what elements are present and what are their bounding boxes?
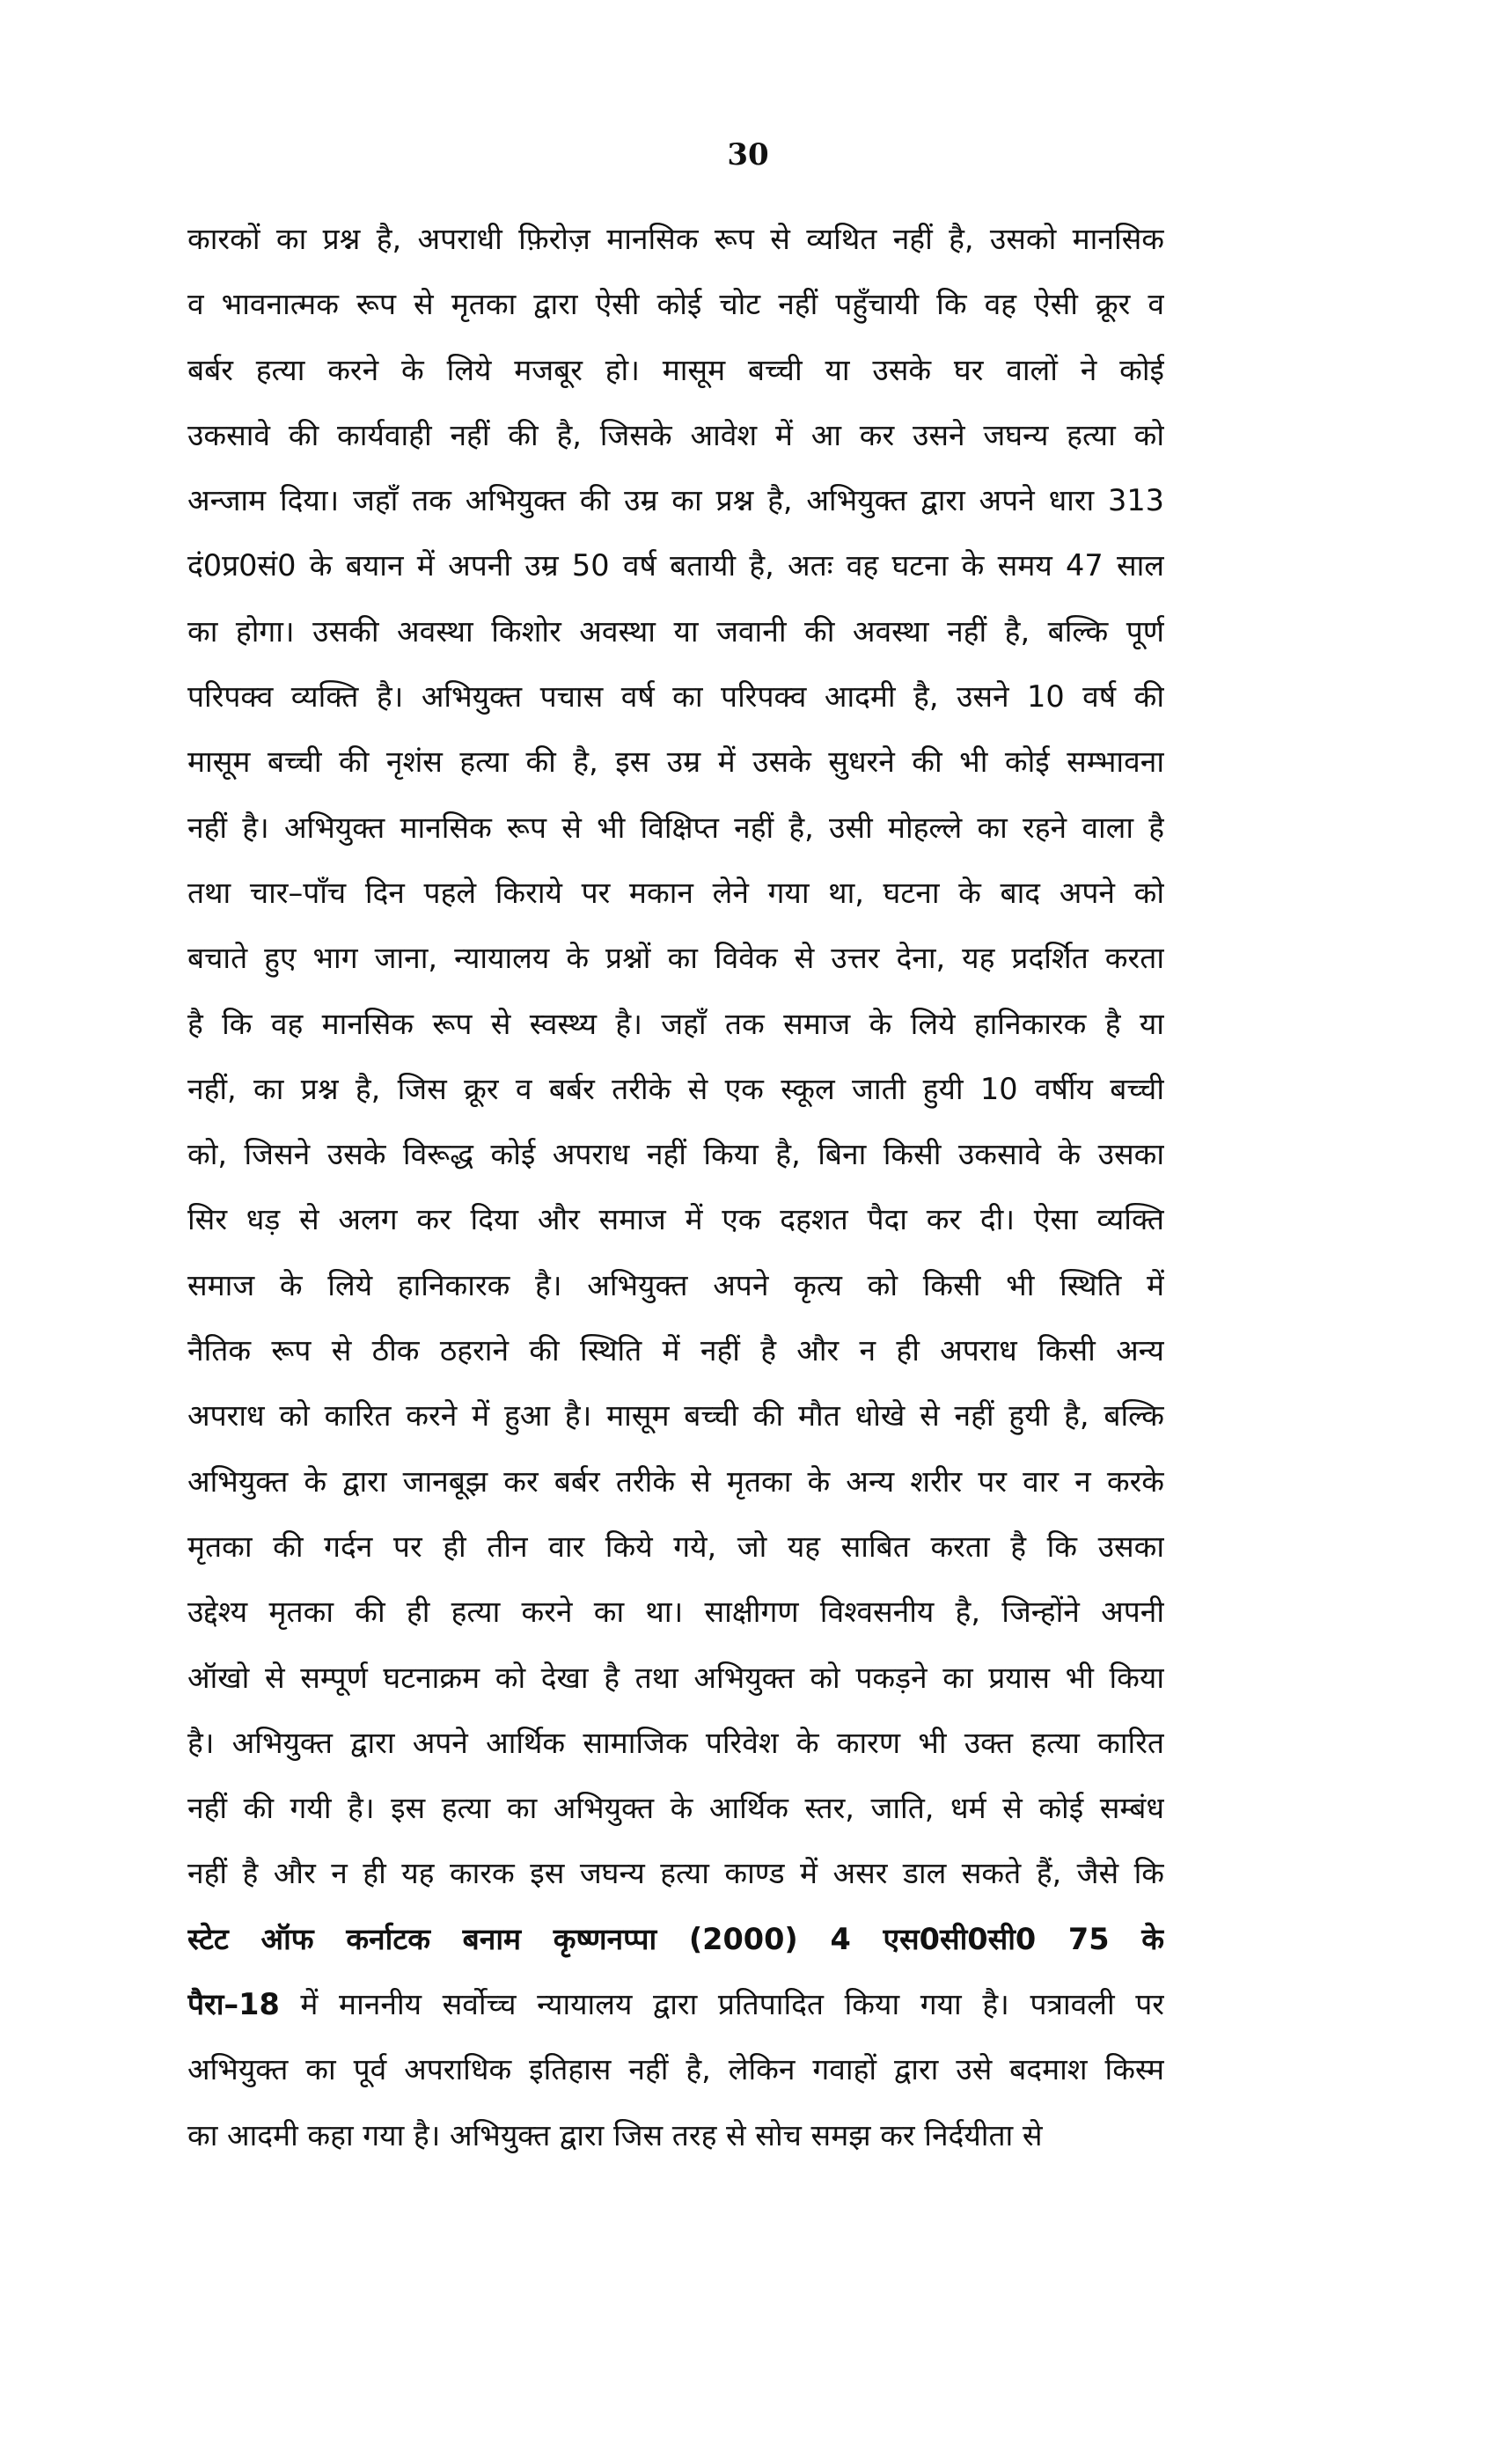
line-text: उकसावे की कार्यवाही नहीं की है, जिसके आवेश में आ कर उसने जघन्य हत्या को: [187, 417, 1164, 452]
text-line: [187, 1057, 1164, 1122]
text-line: [187, 1841, 1164, 1906]
line-text: सिर धड़ से अलग कर दिया और समाज में एक दहशत पैदा कर दी। ऐसा व्यक्ति: [187, 1202, 1164, 1237]
text-line: [187, 468, 1164, 533]
text-line: [187, 207, 1164, 272]
citation-text: स्टेट ऑफ कर्नाटक बनाम कृष्णनप्पा (2000) 4 एस0सी0सी0 75 के: [187, 1921, 1164, 1956]
text-line: [187, 1646, 1164, 1711]
citation-text: पैरा–18: [187, 1987, 280, 2022]
text-line: [187, 272, 1164, 337]
line-text: ऑखो से सम्पूर्ण घटनाक्रम को देखा है तथा अभियुक्त को पकड़ने का प्रयास भी किया: [187, 1660, 1164, 1695]
line-text: अन्जाम दिया। जहॉं तक अभियुक्त की उम्र का प्रश्न है, अभियुक्त द्वारा अपने धारा 313: [187, 483, 1164, 518]
text-line: [187, 664, 1164, 730]
text-line: [187, 1776, 1164, 1841]
line-text: उद्देश्य मृतका की ही हत्या करने का था। साक्षीगण विश्वसनीय है, जिन्होंने अपनी: [187, 1595, 1164, 1630]
text-line: [187, 533, 1164, 598]
text-line: [187, 1449, 1164, 1514]
line-text: है। अभियुक्त द्वारा अपने आर्थिक सामाजिक परिवेश के कारण भी उक्त हत्या कारित: [187, 1725, 1164, 1760]
text-line: [187, 1580, 1164, 1645]
text-line: [187, 1383, 1164, 1448]
text-line: [187, 1318, 1164, 1383]
line-text: मृतका की गर्दन पर ही तीन वार किये गये, जो यह साबित करता है कि उसका: [187, 1529, 1164, 1564]
text-line: [187, 730, 1164, 795]
line-text: को, जिसने उसके विरूद्ध कोई अपराध नहीं किया है, बिना किसी उकसावे के उसका: [187, 1137, 1164, 1172]
text-line: [187, 926, 1164, 991]
text-line: [187, 1907, 1164, 1972]
text-line: [187, 599, 1164, 664]
line-text: नहीं, का प्रश्न है, जिस क्रूर व बर्बर तरीके से एक स्कूल जाती हुयी 10 वर्षीय बच्ची: [187, 1071, 1164, 1106]
line-text: दं0प्र0सं0 के बयान में अपनी उम्र 50 वर्ष बतायी है, अतः वह घटना के समय 47 साल: [187, 548, 1164, 583]
text-line: [187, 1253, 1164, 1318]
line-text: का आदमी कहा गया है। अभियुक्त द्वारा जिस तरह से सोच समझ कर निर्दयीता से: [187, 2117, 1043, 2152]
line-text: में माननीय सर्वोच्च न्यायालय द्वारा प्रतिपादित किया गया है। पत्रावली पर: [279, 1987, 1164, 2022]
text-line: [187, 1122, 1164, 1187]
text-line: [187, 861, 1164, 926]
text-line: [187, 1972, 1164, 2037]
line-text: का होगा। उसकी अवस्था किशोर अवस्था या जवानी की अवस्था नहीं है, बल्कि पूर्ण: [187, 613, 1164, 649]
line-text: तथा चार–पॉंच दिन पहले किराये पर मकान लेने गया था, घटना के बाद अपने को: [187, 875, 1164, 910]
line-text: परिपक्व व्यक्ति है। अभियुक्त पचास वर्ष का परिपक्व आदमी है, उसने 10 वर्ष की: [187, 679, 1164, 715]
text-line: [187, 338, 1164, 403]
line-text: अपराध को कारित करने में हुआ है। मासूम बच्ची की मौत धोखे से नहीं हुयी है, बल्कि: [187, 1398, 1164, 1434]
line-text: व भावनात्मक रूप से मृतका द्वारा ऐसी कोई चोट नहीं पहुँचायी कि वह ऐसी क्रूर व: [187, 287, 1164, 322]
page-number: 30: [727, 137, 769, 172]
text-line: [187, 1514, 1164, 1580]
line-text: नहीं है। अभियुक्त मानसिक रूप से भी विक्षिप्त नहीं है, उसी मोहल्ले का रहने वाला है: [187, 810, 1164, 845]
text-line: [187, 2103, 1164, 2168]
text-line: [187, 796, 1164, 861]
line-text: बर्बर हत्या करने के लिये मजबूर हो। मासूम बच्ची या उसके घर वालों ने कोई: [187, 352, 1164, 387]
line-text: नैतिक रूप से ठीक ठहराने की स्थिति में नहीं है और न ही अपराध किसी अन्य: [187, 1333, 1164, 1368]
line-text: अभियुक्त के द्वारा जानबूझ कर बर्बर तरीके से मृतका के अन्य शरीर पर वार न करके: [187, 1463, 1164, 1499]
line-text: बचाते हुए भाग जाना, न्यायालय के प्रश्नों का विवेक से उत्तर देना, यह प्रदर्शित करता: [187, 941, 1164, 976]
text-line: [187, 992, 1164, 1057]
line-text: मासूम बच्ची की नृशंस हत्या की है, इस उम्र में उसके सुधरने की भी कोई सम्भावना: [187, 744, 1164, 780]
line-text: नहीं की गयी है। इस हत्या का अभियुक्त के आर्थिक स्तर, जाति, धर्म से कोई सम्बंध: [187, 1791, 1164, 1826]
text-line: [187, 1711, 1164, 1776]
text-line: [187, 2037, 1164, 2102]
line-text: है कि वह मानसिक रूप से स्वस्थ्य है। जहॉं तक समाज के लिये हानिकारक है या: [187, 1006, 1164, 1041]
line-text: अभियुक्त का पूर्व अपराधिक इतिहास नहीं है, लेकिन गवाहों द्वारा उसे बदमाश किस्म: [187, 2052, 1164, 2087]
line-text: कारकों का प्रश्न है, अपराधी फ़िरोज़ मानसिक रूप से व्यथित नहीं है, उसको मानसिक: [187, 222, 1164, 256]
text-line: [187, 1187, 1164, 1252]
text-line: [187, 403, 1164, 468]
line-text: नहीं है और न ही यह कारक इस जघन्य हत्या काण्ड में असर डाल सकते हैं, जैसे कि: [187, 1856, 1164, 1891]
body-text: [187, 207, 1164, 2168]
line-text: समाज के लिये हानिकारक है। अभियुक्त अपने कृत्य को किसी भी स्थिति में: [187, 1267, 1164, 1302]
